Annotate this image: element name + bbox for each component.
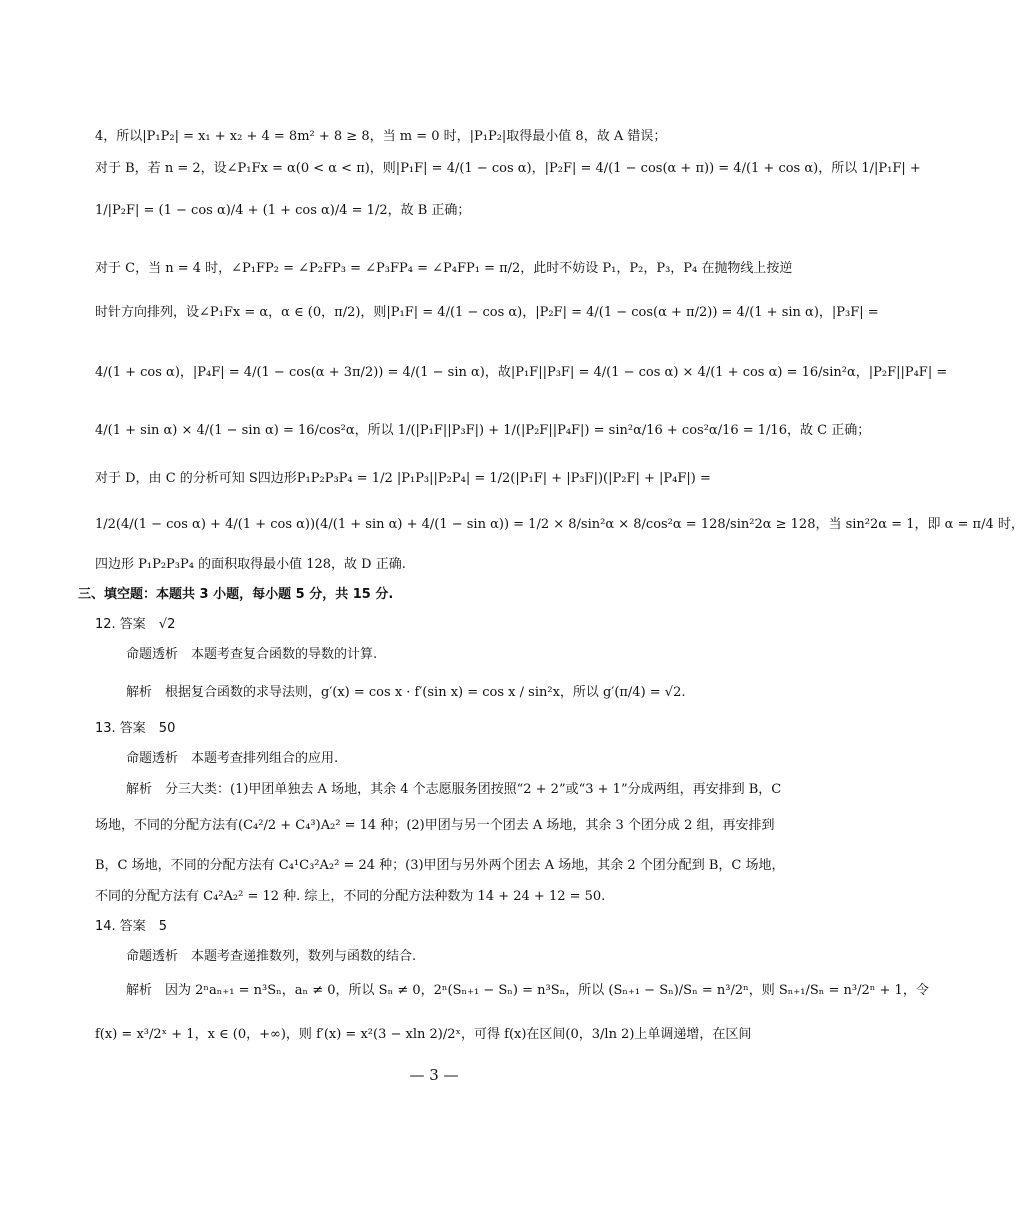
q12-focus: 命题透析 本题考查复合函数的导数的计算. (126, 647, 378, 662)
q13-analysis-line: 场地，不同的分配方法有(C₄²/2 + C₄³)A₂² = 14 种；(2)甲团与另一个团去 A 场地，其余 3 个团分成 2 组，再安排到 (95, 818, 775, 833)
q14-analysis-line: 解析 因为 2ⁿaₙ₊₁ = n³Sₙ，aₙ ≠ 0，所以 Sₙ ≠ 0，2ⁿ(Sₙ₊₁ − Sₙ) = n³Sₙ，所以 (Sₙ₊₁ − Sₙ)/Sₙ = n³/2ⁿ，则 Sₙ₊₁/Sₙ = n³/2ⁿ + 1，令 (126, 983, 929, 998)
text-line: 1/|P₂F| = (1 − cos α)/4 + (1 + cos α)/4 = 1/2，故 B 正确； (95, 203, 471, 218)
section-heading: 三、填空题：本题共 3 小题，每小题 5 分，共 15 分. (78, 587, 394, 602)
q14-analysis-line: f(x) = x³/2ˣ + 1，x ∈ (0，+∞)，则 f′(x) = x²(3 − xln 2)/2ˣ，可得 f(x)在区间(0，3/ln 2)上单调递增，在区间 (95, 1027, 752, 1042)
text-line: 4/(1 + cos α)，|P₄F| = 4/(1 − cos(α + 3π/2)) = 4/(1 − sin α)，故|P₁F||P₃F| = 4/(1 − cos α) × 4/(1 + cos α) = 16/sin²α，|P₂F||P₄F| = (95, 365, 948, 380)
page-number: — 3 — (409, 1066, 459, 1084)
q13-focus: 命题透析 本题考查排列组合的应用. (126, 751, 339, 766)
q13-answer: 13. 答案 50 (95, 721, 176, 736)
q12-analysis: 解析 根据复合函数的求导法则，g′(x) = cos x · f′(sin x) = cos x / sin²x，所以 g′(π/4) = √2. (126, 685, 686, 700)
q14-focus: 命题透析 本题考查递推数列，数列与函数的结合. (126, 949, 417, 964)
q13-analysis-line: 不同的分配方法有 C₄²A₂² = 12 种. 综上，不同的分配方法种数为 14 + 24 + 12 = 50. (95, 889, 606, 904)
text-line: 对于 C，当 n = 4 时，∠P₁FP₂ = ∠P₂FP₃ = ∠P₃FP₄ = ∠P₄FP₁ = π/2，此时不妨设 P₁，P₂，P₃，P₄ 在抛物线上按逆 (95, 261, 793, 276)
text-line: 对于 D，由 C 的分析可知 S四边形P₁P₂P₃P₄ = 1/2 |P₁P₃||P₂P₄| = 1/2(|P₁F| + |P₃F|)(|P₂F| + |P₄F|) = (95, 471, 711, 486)
q12-answer: 12. 答案 √2 (95, 617, 176, 632)
q14-answer: 14. 答案 5 (95, 919, 168, 934)
text-line: 时针方向排列，设∠P₁Fx = α，α ∈ (0，π/2)，则|P₁F| = 4/(1 − cos α)，|P₂F| = 4/(1 − cos(α + π/2)) = 4/(1 + sin α)，|P₃F| = (95, 305, 879, 320)
text-line: 对于 B，若 n = 2，设∠P₁Fx = α(0 < α < π)，则|P₁F| = 4/(1 − cos α)，|P₂F| = 4/(1 − cos(α + π)) = 4/(1 + cos α)，所以 1/|P₁F| + (95, 161, 921, 176)
text-line: 4，所以|P₁P₂| = x₁ + x₂ + 4 = 8m² + 8 ≥ 8，当 m = 0 时，|P₁P₂|取得最小值 8，故 A 错误； (95, 129, 667, 144)
text-line: 4/(1 + sin α) × 4/(1 − sin α) = 16/cos²α，所以 1/(|P₁F||P₃F|) + 1/(|P₂F||P₄F|) = sin²α/16 + cos²α/16 = 1/16，故 C 正确； (95, 423, 871, 438)
text-line: 1/2(4/(1 − cos α) + 4/(1 + cos α))(4/(1 + sin α) + 4/(1 − sin α)) = 1/2 × 8/sin²α × 8/cos²α = 128/sin²2α ≥ 128，当 sin²2α = 1，即 α = π/4 时， (95, 517, 1024, 532)
q13-analysis-line: 解析 分三大类：(1)甲团单独去 A 场地，其余 4 个志愿服务团按照“2 + 2”或“3 + 1”分成两组，再安排到 B，C (126, 782, 782, 797)
q13-analysis-line: B，C 场地，不同的分配方法有 C₄¹C₃²A₂² = 24 种；(3)甲团与另外两个团去 A 场地，其余 2 个团分配到 B，C 场地， (95, 858, 785, 873)
text-line: 四边形 P₁P₂P₃P₄ 的面积取得最小值 128，故 D 正确. (95, 557, 406, 572)
